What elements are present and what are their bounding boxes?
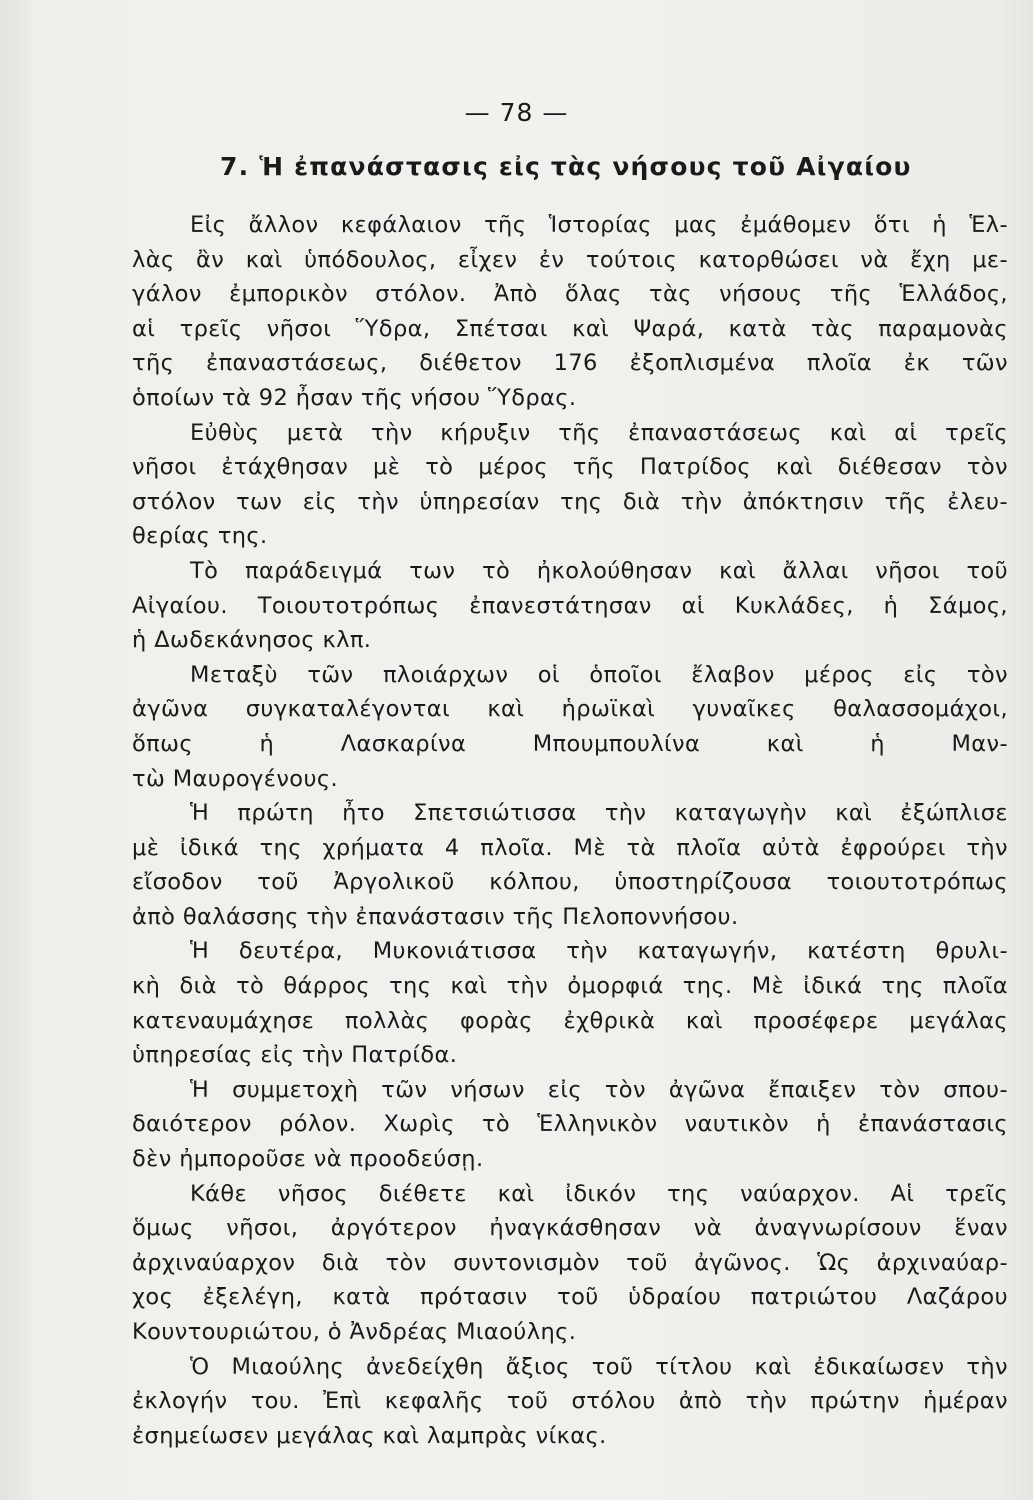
text-line: Κουντουριώτου, ὁ Ἀνδρέας Μιαούλης. [132,1319,577,1345]
text-line: Μεταξὺ τῶν πλοιάρχων οἱ ὁποῖοι ἔλαβον μέρος εἰς τὸν [190,661,1008,688]
text-line: Τὸ παράδειγμά των τὸ ἠκολούθησαν καὶ ἄλλαι νῆσοι τοῦ [190,557,1008,584]
text-line: Κάθε νῆσος διέθετε καὶ ἰδικόν της ναύαρχον. Αἱ τρεῖς [190,1180,1008,1207]
text-line: Εὐθὺς μετὰ τὴν κήρυξιν τῆς ἐπαναστάσεως καὶ αἱ τρεῖς [190,419,1008,446]
text-line: κατεναυμάχησε πολλὰς φορὰς ἐχθρικὰ καὶ προσέφερε μεγάλας [132,1007,1008,1034]
text-line: δὲν ἠμποροῦσε νὰ προοδεύσῃ. [132,1146,484,1173]
text-line: Ὁ Μιαούλης ἀνεδείχθη ἄξιος τοῦ τίτλου καὶ ἐδικαίωσεν τὴν [190,1353,1008,1380]
text-line: τῆς ἐπαναστάσεως, διέθετον 176 ἐξοπλισμένα πλοῖα ἐκ τῶν [132,350,1008,377]
text-line: ὅπως ἡ Λασκαρίνα Μπουμπουλίνα καὶ ἡ Μαν- [132,730,1008,757]
body-text [132,208,1008,1453]
text-line: ὑπηρεσίας εἰς τὴν Πατρίδα. [132,1042,458,1069]
text-line: ἐσημείωσεν μεγάλας καὶ λαμπρὰς νίκας. [132,1422,607,1449]
text-line: αἱ τρεῖς νῆσοι Ὕδρα, Σπέτσαι καὶ Ψαρά, κατὰ τὰς παραμονὰς [132,315,1008,342]
text-line: Εἰς ἄλλον κεφάλαιον τῆς Ἱστορίας μας ἐμάθομεν ὅτι ἡ Ἑλ- [190,212,1008,238]
text-line: χος ἐξελέγη, κατὰ πρότασιν τοῦ ὑδραίου πατριώτου Λαζάρου [132,1284,1008,1311]
text-line: Ἡ δευτέρα, Μυκονιάτισσα τὴν καταγωγήν, κατέστη θρυλι- [190,938,1008,965]
text-line: ἐκλογήν του. Ἐπὶ κεφαλῆς τοῦ στόλου ἀπὸ τὴν πρώτην ἡμέραν [132,1388,1008,1415]
text-line: ἀρχιναύαρχον διὰ τὸν συντονισμὸν τοῦ ἀγῶνος. Ὡς ἀρχιναύαρ- [132,1249,1008,1276]
text-line: εἴσοδον τοῦ Ἀργολικοῦ κόλπου, ὑποστηρίζουσα τοιουτοτρόπως [132,869,1008,896]
text-line: τὼ Μαυρογένους. [132,765,339,792]
text-line: Αἰγαίου. Τοιουτοτρόπως ἐπανεστάτησαν αἱ Κυκλάδες, ἡ Σάμος, [132,592,1008,619]
text-line: Ἡ συμμετοχὴ τῶν νήσων εἰς τὸν ἀγῶνα ἔπαιξεν τὸν σπου- [190,1076,1008,1103]
text-line: δαιότερον ρόλον. Χωρὶς τὸ Ἑλληνικὸν ναυτικὸν ἡ ἐπανάστασις [132,1111,1008,1138]
text-line: Ἡ πρώτη ἦτο Σπετσιώτισσα τὴν καταγωγὴν καὶ ἐξώπλισε [190,800,1008,827]
text-line: μὲ ἰδικά της χρήματα 4 πλοῖα. Μὲ τὰ πλοῖα αὐτὰ ἐφρούρει τὴν [132,834,1008,861]
text-line: ἡ Δωδεκάνησος κλπ. [132,627,372,654]
text-line: γάλον ἐμπορικὸν στόλον. Ἀπὸ ὅλας τὰς νήσους τῆς Ἑλλάδος, [132,281,1008,308]
text-line: στόλον των εἰς τὴν ὑπηρεσίαν της διὰ τὴν ἀπόκτησιν τῆς ἐλευ- [132,488,1008,515]
text-line: θερίας της. [132,523,268,550]
text-line: κὴ διὰ τὸ θάρρος της καὶ τὴν ὀμορφιά της. Μὲ ἰδικά της πλοῖα [132,973,1008,1000]
text-line: ὅμως νῆσοι, ἀργότερον ἠναγκάσθησαν νὰ ἀναγνωρίσουν ἕναν [132,1215,1008,1242]
text-line: ἀγῶνα συγκαταλέγονται καὶ ἡρωϊκαὶ γυναῖκες θαλασσομάχοι, [132,696,1008,723]
text-line: ὁποίων τὰ 92 ἦσαν τῆς νήσου Ὕδρας. [132,384,577,411]
page-number: — 78 — [464,98,569,127]
text-line: νῆσοι ἐτάχθησαν μὲ τὸ μέρος τῆς Πατρίδος καὶ διέθεσαν τὸν [132,454,1008,481]
text-line: ἀπὸ θαλάσσης τὴν ἐπανάστασιν τῆς Πελοποννήσου. [132,903,739,930]
chapter-title: 7. Ἡ ἐπανάστασις εἰς τὰς νήσους τοῦ Αἰγαίου [220,152,912,181]
text-line: λὰς ἂν καὶ ὑπόδουλος, εἶχεν ἐν τούτοις κατορθώσει νὰ ἔχη με- [132,246,1008,273]
